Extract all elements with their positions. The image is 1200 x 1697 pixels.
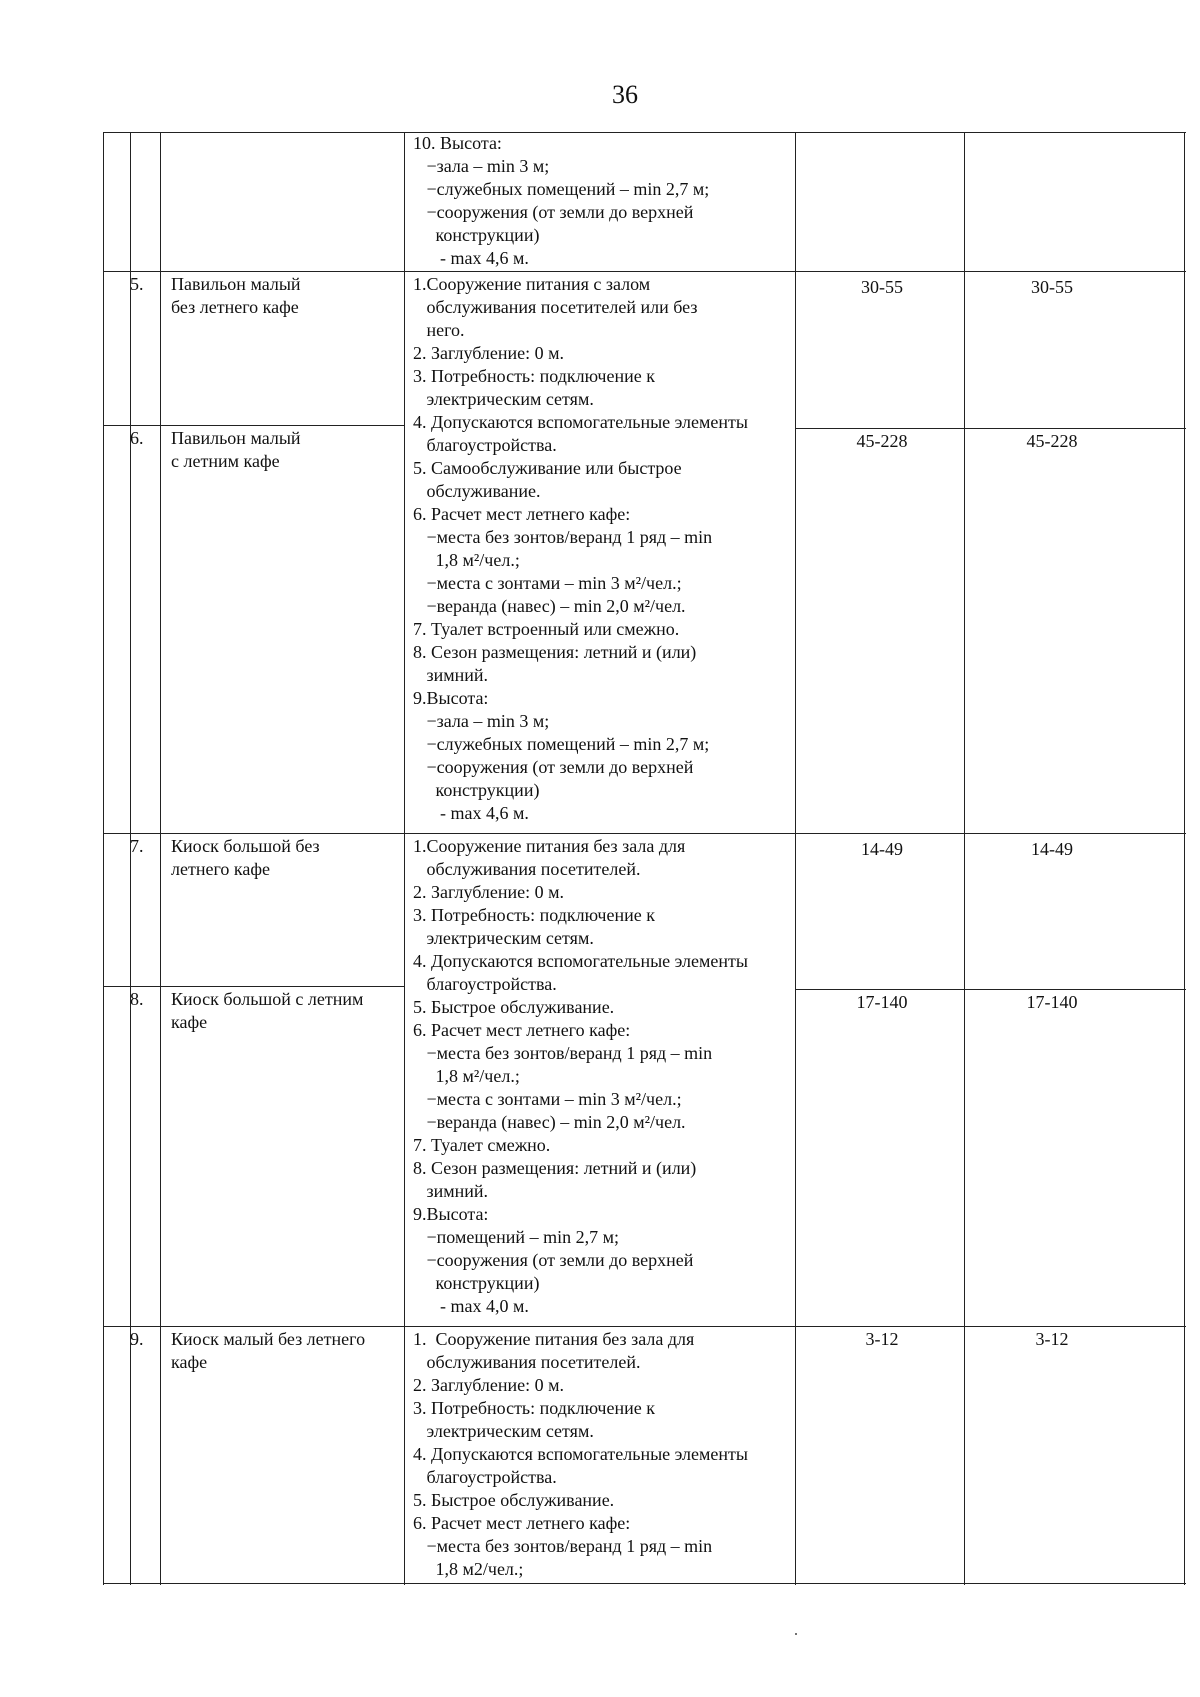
object-name-line: Павильон малый bbox=[171, 428, 301, 448]
req-line: зимний. bbox=[413, 1181, 489, 1201]
row-divider bbox=[103, 425, 404, 426]
req-line: 3. Потребность: подключение к bbox=[413, 1398, 655, 1418]
object-name-line: с летним кафе bbox=[171, 451, 280, 471]
req-line: 7. Туалет смежно. bbox=[413, 1135, 551, 1155]
object-name bbox=[171, 273, 401, 319]
req-line: 4. Допускаются вспомогательные элементы bbox=[413, 951, 749, 971]
req-line: 3. Потребность: подключение к bbox=[413, 905, 655, 925]
requirements-cell-continued bbox=[413, 132, 803, 270]
requirements-table bbox=[103, 132, 1186, 1585]
req-line: - max 4,0 м. bbox=[413, 1296, 529, 1316]
row-number: 5. bbox=[130, 274, 144, 294]
req-line: 5. Быстрое обслуживание. bbox=[413, 1490, 615, 1510]
req-line: - max 4,6 м. bbox=[413, 248, 529, 268]
requirements-cell-pavilion bbox=[413, 273, 803, 825]
req-line: −зала – min 3 м; bbox=[413, 156, 550, 176]
column-divider bbox=[130, 132, 131, 1585]
req-line: 1. Сооружение питания без зала для bbox=[413, 1329, 695, 1349]
row-divider bbox=[103, 833, 1186, 834]
req-line: 8. Сезон размещения: летний и (или) bbox=[413, 1158, 697, 1178]
req-line: 6. Расчет мест летнего кафе: bbox=[413, 1513, 631, 1533]
object-name bbox=[171, 988, 401, 1034]
column-divider bbox=[160, 132, 161, 1585]
row-divider bbox=[103, 1326, 1186, 1327]
req-line: 9.Высота: bbox=[413, 1204, 489, 1224]
area-range: 3-12 bbox=[865, 1329, 899, 1349]
req-line: электрическим сетям. bbox=[413, 389, 594, 409]
req-line: благоустройства. bbox=[413, 1467, 557, 1487]
object-name-line: кафе bbox=[171, 1012, 208, 1032]
req-line: 7. Туалет встроенный или смежно. bbox=[413, 619, 680, 639]
req-line: обслуживания посетителей или без bbox=[413, 297, 698, 317]
req-line: −служебных помещений – min 2,7 м; bbox=[413, 734, 710, 754]
req-line: обслуживание. bbox=[413, 481, 541, 501]
row-divider bbox=[103, 271, 1186, 272]
area-range: 17-140 bbox=[856, 992, 908, 1012]
row-number: 6. bbox=[130, 428, 144, 448]
req-line: 9.Высота: bbox=[413, 688, 489, 708]
row-number: 7. bbox=[130, 836, 144, 856]
object-name-line: кафе bbox=[171, 1352, 208, 1372]
table-border-bottom bbox=[103, 1583, 1186, 1584]
area-range: 14-49 bbox=[861, 839, 903, 859]
req-line: −места без зонтов/веранд 1 ряд – min bbox=[413, 1536, 713, 1556]
req-line: −сооружения (от земли до верхней bbox=[413, 757, 694, 777]
req-line: 1,8 м2/чел.; bbox=[413, 1559, 524, 1579]
area-range: 30-55 bbox=[861, 277, 903, 297]
req-line: 2. Заглубление: 0 м. bbox=[413, 882, 565, 902]
req-line: 2. Заглубление: 0 м. bbox=[413, 343, 565, 363]
req-line: зимний. bbox=[413, 665, 489, 685]
req-line: 8. Сезон размещения: летний и (или) bbox=[413, 642, 697, 662]
req-line: конструкции) bbox=[413, 1273, 540, 1293]
req-line: −служебных помещений – min 2,7 м; bbox=[413, 179, 710, 199]
row-number: 9. bbox=[130, 1329, 144, 1349]
area-range: 45-228 bbox=[856, 431, 908, 451]
requirements-cell-small-kiosk bbox=[413, 1328, 803, 1581]
req-line: 1.Сооружение питания с залом bbox=[413, 274, 651, 294]
object-name bbox=[171, 835, 401, 881]
row-divider bbox=[795, 989, 1186, 990]
req-line: конструкции) bbox=[413, 780, 540, 800]
column-divider bbox=[404, 132, 405, 1585]
object-name-line: Киоск малый без летнего bbox=[171, 1329, 366, 1349]
area-range: 30-55 bbox=[1031, 277, 1073, 297]
req-line: обслуживания посетителей. bbox=[413, 1352, 641, 1372]
table-border-right bbox=[1184, 132, 1185, 1585]
req-line: 5. Быстрое обслуживание. bbox=[413, 997, 615, 1017]
row-divider bbox=[795, 428, 1186, 429]
req-line: −сооружения (от земли до верхней bbox=[413, 1250, 694, 1270]
req-line: электрическим сетям. bbox=[413, 928, 594, 948]
req-line: 3. Потребность: подключение к bbox=[413, 366, 655, 386]
req-line: 10. Высота: bbox=[413, 133, 502, 153]
req-line: него. bbox=[413, 320, 465, 340]
req-line: 2. Заглубление: 0 м. bbox=[413, 1375, 565, 1395]
object-name-line: Киоск большой без bbox=[171, 836, 320, 856]
req-line: 4. Допускаются вспомогательные элементы bbox=[413, 412, 749, 432]
req-line: −помещений – min 2,7 м; bbox=[413, 1227, 619, 1247]
area-range: 45-228 bbox=[1026, 431, 1078, 451]
req-line: −веранда (навес) – min 2,0 м²/чел. bbox=[413, 1112, 686, 1132]
scan-speck bbox=[795, 1633, 797, 1635]
object-name-line: Павильон малый bbox=[171, 274, 301, 294]
area-range: 17-140 bbox=[1026, 992, 1078, 1012]
req-line: 6. Расчет мест летнего кафе: bbox=[413, 504, 631, 524]
object-name bbox=[171, 427, 401, 473]
object-name-line: без летнего кафе bbox=[171, 297, 299, 317]
req-line: обслуживания посетителей. bbox=[413, 859, 641, 879]
req-line: конструкции) bbox=[413, 225, 540, 245]
req-line: 1,8 м²/чел.; bbox=[413, 550, 520, 570]
row-number: 8. bbox=[130, 989, 144, 1009]
req-line: благоустройства. bbox=[413, 435, 557, 455]
req-line: 6. Расчет мест летнего кафе: bbox=[413, 1020, 631, 1040]
row-divider bbox=[103, 986, 404, 987]
req-line: 1.Сооружение питания без зала для bbox=[413, 836, 686, 856]
object-name bbox=[171, 1328, 401, 1374]
table-border-left bbox=[103, 132, 104, 1585]
req-line: электрическим сетям. bbox=[413, 1421, 594, 1441]
req-line: - max 4,6 м. bbox=[413, 803, 529, 823]
req-line: −сооружения (от земли до верхней bbox=[413, 202, 694, 222]
req-line: 4. Допускаются вспомогательные элементы bbox=[413, 1444, 749, 1464]
req-line: −места с зонтами – min 3 м²/чел.; bbox=[413, 1089, 682, 1109]
area-range: 3-12 bbox=[1035, 1329, 1069, 1349]
object-name-line: Киоск большой с летним bbox=[171, 989, 364, 1009]
req-line: 1,8 м²/чел.; bbox=[413, 1066, 520, 1086]
req-line: −места без зонтов/веранд 1 ряд – min bbox=[413, 1043, 713, 1063]
area-range: 14-49 bbox=[1031, 839, 1073, 859]
req-line: −зала – min 3 м; bbox=[413, 711, 550, 731]
req-line: −веранда (навес) – min 2,0 м²/чел. bbox=[413, 596, 686, 616]
req-line: благоустройства. bbox=[413, 974, 557, 994]
object-name-line: летнего кафе bbox=[171, 859, 271, 879]
req-line: 5. Самообслуживание или быстрое bbox=[413, 458, 682, 478]
page-number: 36 bbox=[612, 80, 638, 109]
req-line: −места без зонтов/веранд 1 ряд – min bbox=[413, 527, 713, 547]
req-line: −места с зонтами – min 3 м²/чел.; bbox=[413, 573, 682, 593]
requirements-cell-large-kiosk bbox=[413, 835, 803, 1318]
